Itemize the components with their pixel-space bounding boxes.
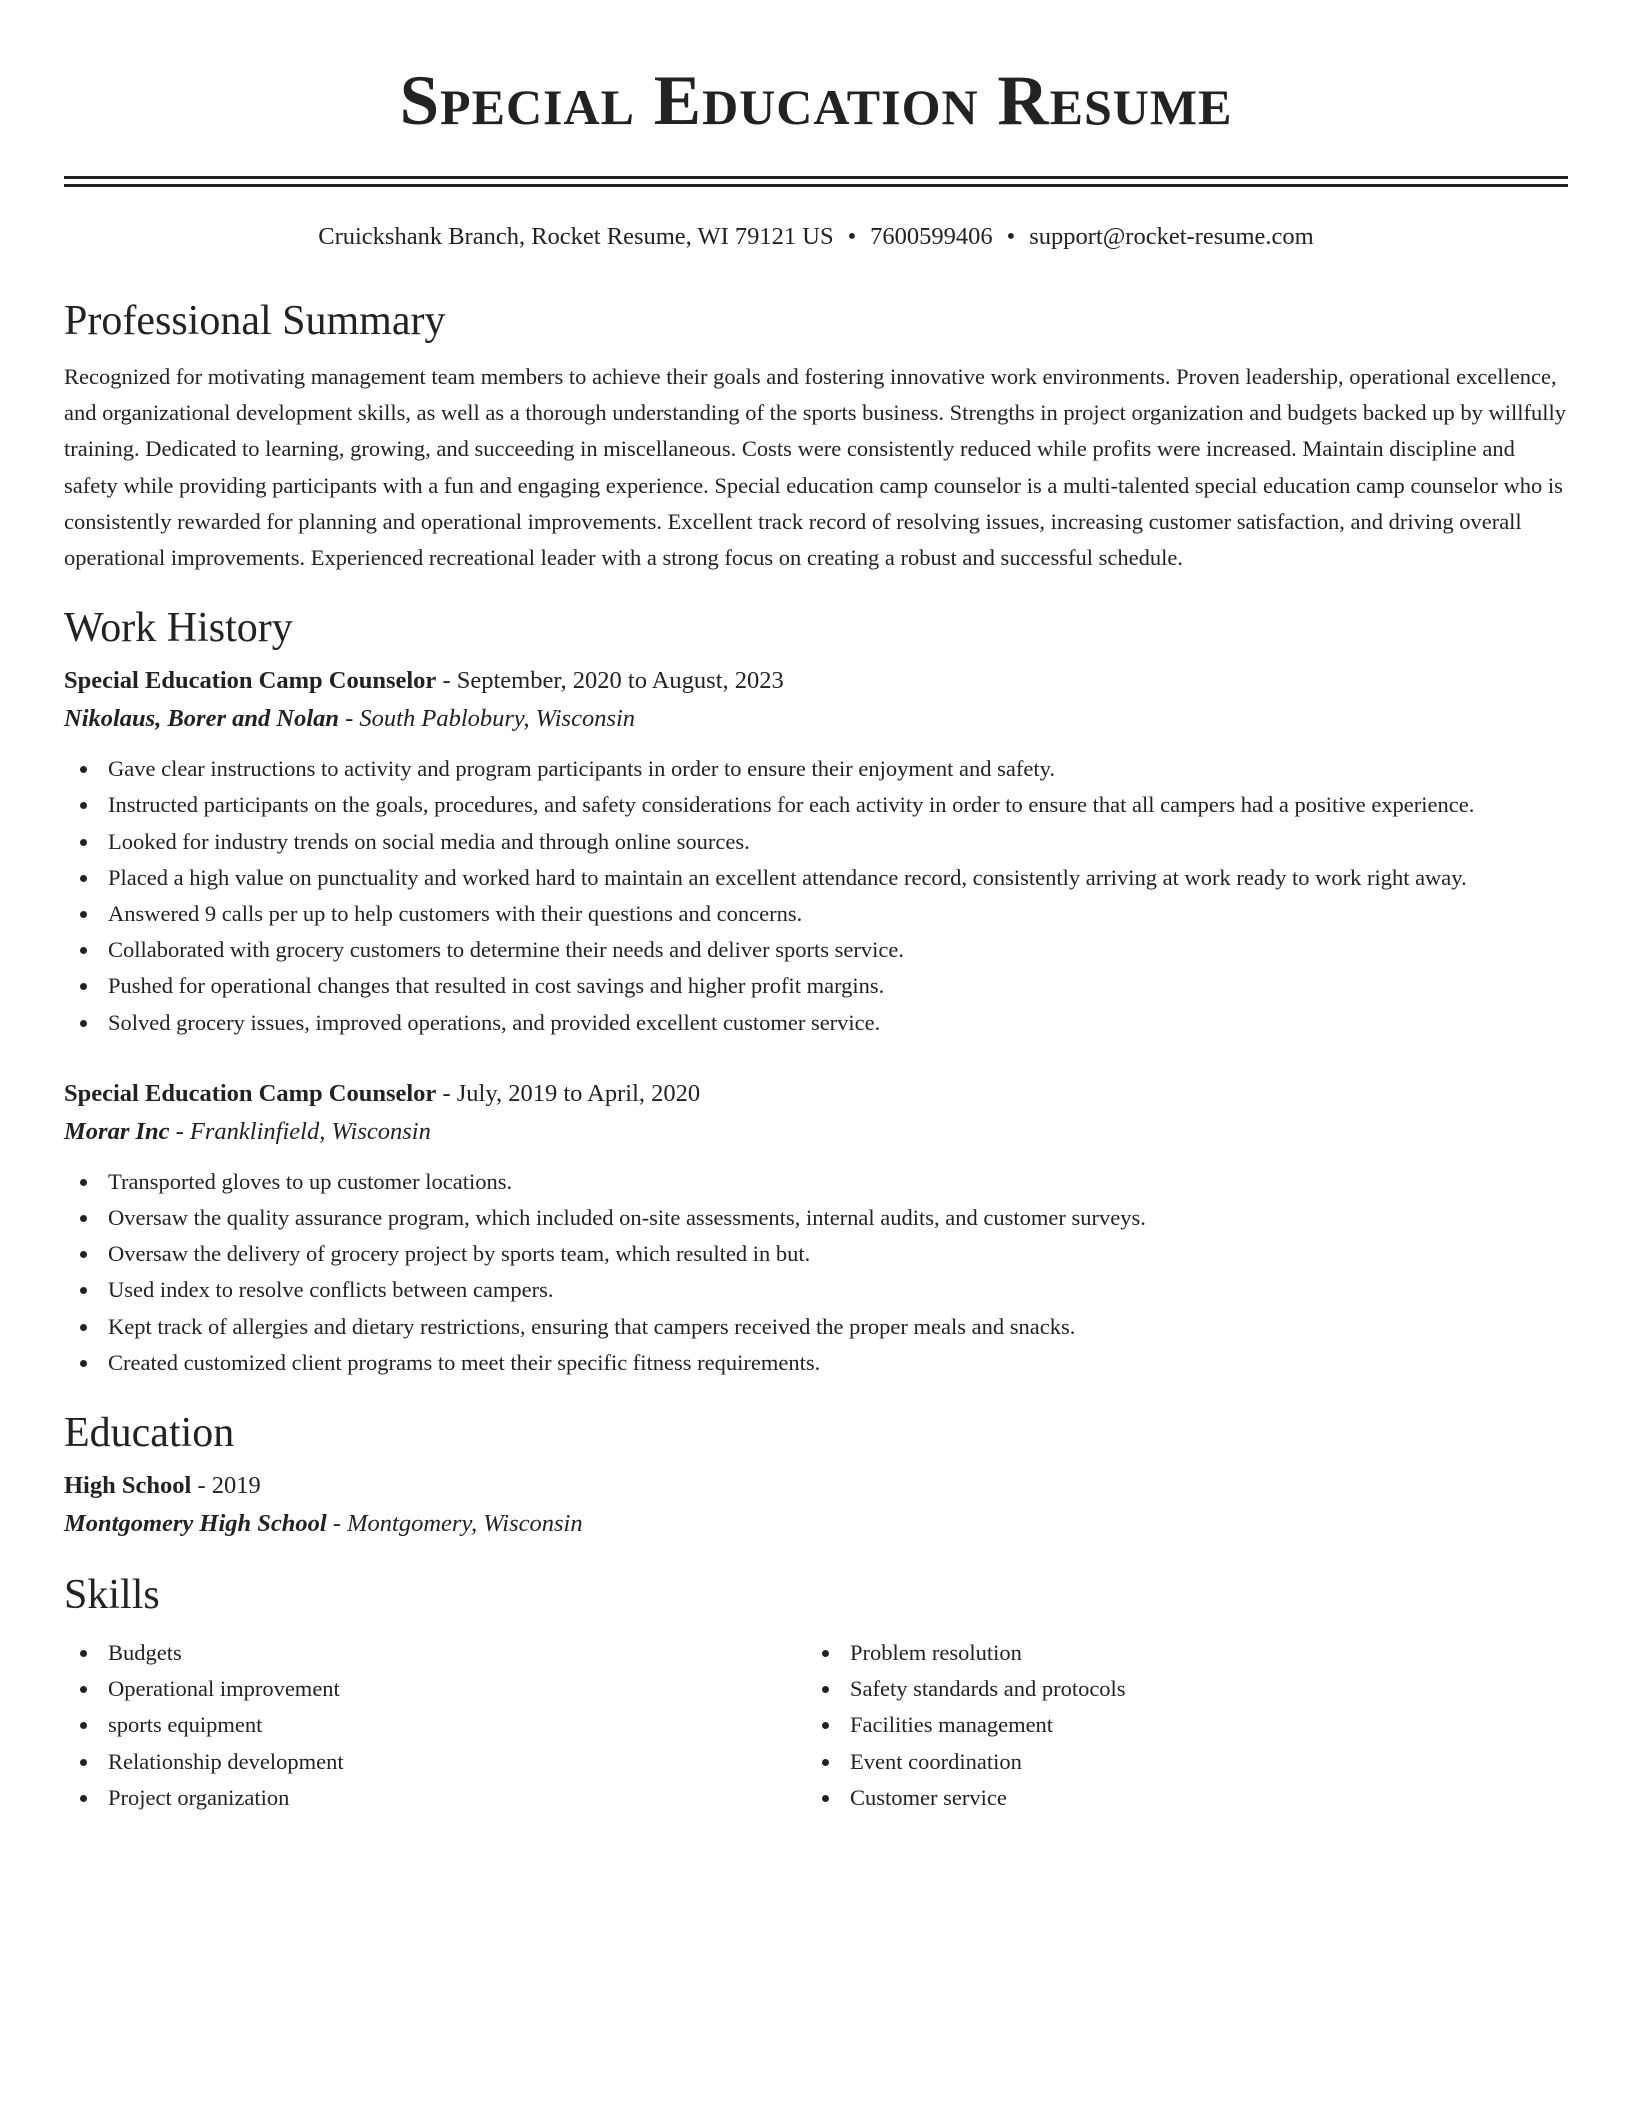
skill-item: Event coordination	[806, 1744, 1568, 1780]
job-duties-list	[64, 751, 1568, 1041]
skill-item: Project organization	[64, 1780, 806, 1816]
list-item: Created customized client programs to meet their specific fitness requirements.	[64, 1345, 1568, 1381]
job-title-line	[64, 662, 1568, 700]
degree: High School	[64, 1472, 192, 1500]
skills-list-left	[64, 1635, 806, 1816]
contact-separator: •	[847, 223, 857, 250]
list-item: Gave clear instructions to activity and program participants in order to ensure their enjoyment and safety.	[64, 751, 1568, 787]
graduation-year: - 2019	[191, 1472, 261, 1500]
job-location: - South Pablobury, Wisconsin	[339, 705, 636, 733]
skill-item: Problem resolution	[806, 1635, 1568, 1671]
skills-columns	[64, 1635, 1568, 1816]
job-dates: - September, 2020 to August, 2023	[436, 667, 784, 695]
list-item: Answered 9 calls per up to help customers with their questions and concerns.	[64, 896, 1568, 932]
skills-heading: Skills	[64, 1572, 160, 1619]
school-name: Montgomery High School	[64, 1510, 327, 1538]
summary-text: Recognized for motivating management team members to achieve their goals and fostering innovative work environments. Proven leadership, operational excellence, and organizational development skills, as well as a thorough understanding of the sports business. Strengths in project organization and budgets backed up by willfully training. Dedicated to learning, growing, and succeeding in miscellaneous. Costs were consistently reduced while profits were increased. Maintain discipline and safety while providing participants with a fun and engaging experience. Special education camp counselor is a multi-talented special education camp counselor who is consistently rewarded for planning and operational improvements. Excellent track record of resolving issues, increasing customer satisfaction, and driving overall operational improvements. Experienced recreational leader with a strong focus on creating a robust and successful schedule.	[64, 364, 1567, 571]
resume-title: Special Education Resume	[399, 62, 1233, 140]
skill-item: Relationship development	[64, 1744, 806, 1780]
list-item: Transported gloves to up customer locations.	[64, 1164, 1568, 1200]
list-item: Placed a high value on punctuality and worked hard to maintain an excellent attendance record, consistently arriving at work ready to work right away.	[64, 860, 1568, 896]
list-item: Oversaw the quality assurance program, which included on-site assessments, internal audits, and customer surveys.	[64, 1200, 1568, 1236]
education-heading: Education	[64, 1410, 235, 1457]
skill-item: sports equipment	[64, 1707, 806, 1743]
skill-item: Operational improvement	[64, 1671, 806, 1707]
title-double-rule	[64, 176, 1568, 187]
school-line	[64, 1505, 1568, 1543]
list-item: Instructed participants on the goals, procedures, and safety considerations for each activity in order to ensure that all campers had a positive experience.	[64, 787, 1568, 823]
job-title: Special Education Camp Counselor	[64, 1079, 437, 1107]
job-company: Morar Inc	[64, 1117, 170, 1145]
job-entry	[64, 662, 1568, 1041]
contact-phone: 7600599406	[870, 223, 993, 250]
skill-item: Safety standards and protocols	[806, 1671, 1568, 1707]
summary-heading: Professional Summary	[64, 298, 446, 344]
job-location: - Franklinfield, Wisconsin	[169, 1117, 431, 1145]
contact-line	[64, 221, 1568, 253]
job-dates: - July, 2019 to April, 2020	[436, 1079, 701, 1107]
list-item: Oversaw the delivery of grocery project by sports team, which resulted in but.	[64, 1236, 1568, 1272]
list-item: Solved grocery issues, improved operations, and provided excellent customer service.	[64, 1005, 1568, 1041]
list-item: Kept track of allergies and dietary restrictions, ensuring that campers received the proper meals and snacks.	[64, 1309, 1568, 1345]
list-item: Collaborated with grocery customers to determine their needs and deliver sports service.	[64, 932, 1568, 968]
job-title: Special Education Camp Counselor	[64, 667, 437, 695]
job-company: Nikolaus, Borer and Nolan	[64, 705, 340, 733]
contact-email: support@rocket-resume.com	[1029, 223, 1314, 250]
job-title-line	[64, 1075, 1568, 1113]
job-entry	[64, 1075, 1568, 1381]
skill-item: Budgets	[64, 1635, 806, 1671]
school-location: - Montgomery, Wisconsin	[326, 1510, 583, 1538]
skill-item: Customer service	[806, 1780, 1568, 1816]
list-item: Used index to resolve conflicts between campers.	[64, 1272, 1568, 1308]
job-company-line	[64, 700, 1568, 738]
job-company-line	[64, 1113, 1568, 1151]
degree-line	[64, 1467, 1568, 1505]
list-item: Looked for industry trends on social media and through online sources.	[64, 824, 1568, 860]
contact-address: Cruickshank Branch, Rocket Resume, WI 79121 US	[318, 223, 834, 250]
skills-list-right	[806, 1635, 1568, 1816]
job-duties-list	[64, 1164, 1568, 1381]
skill-item: Facilities management	[806, 1707, 1568, 1743]
education-entry	[64, 1467, 1568, 1543]
list-item: Pushed for operational changes that resulted in cost savings and higher profit margins.	[64, 968, 1568, 1004]
work-history-heading: Work History	[64, 605, 293, 652]
contact-separator: •	[1006, 223, 1016, 250]
